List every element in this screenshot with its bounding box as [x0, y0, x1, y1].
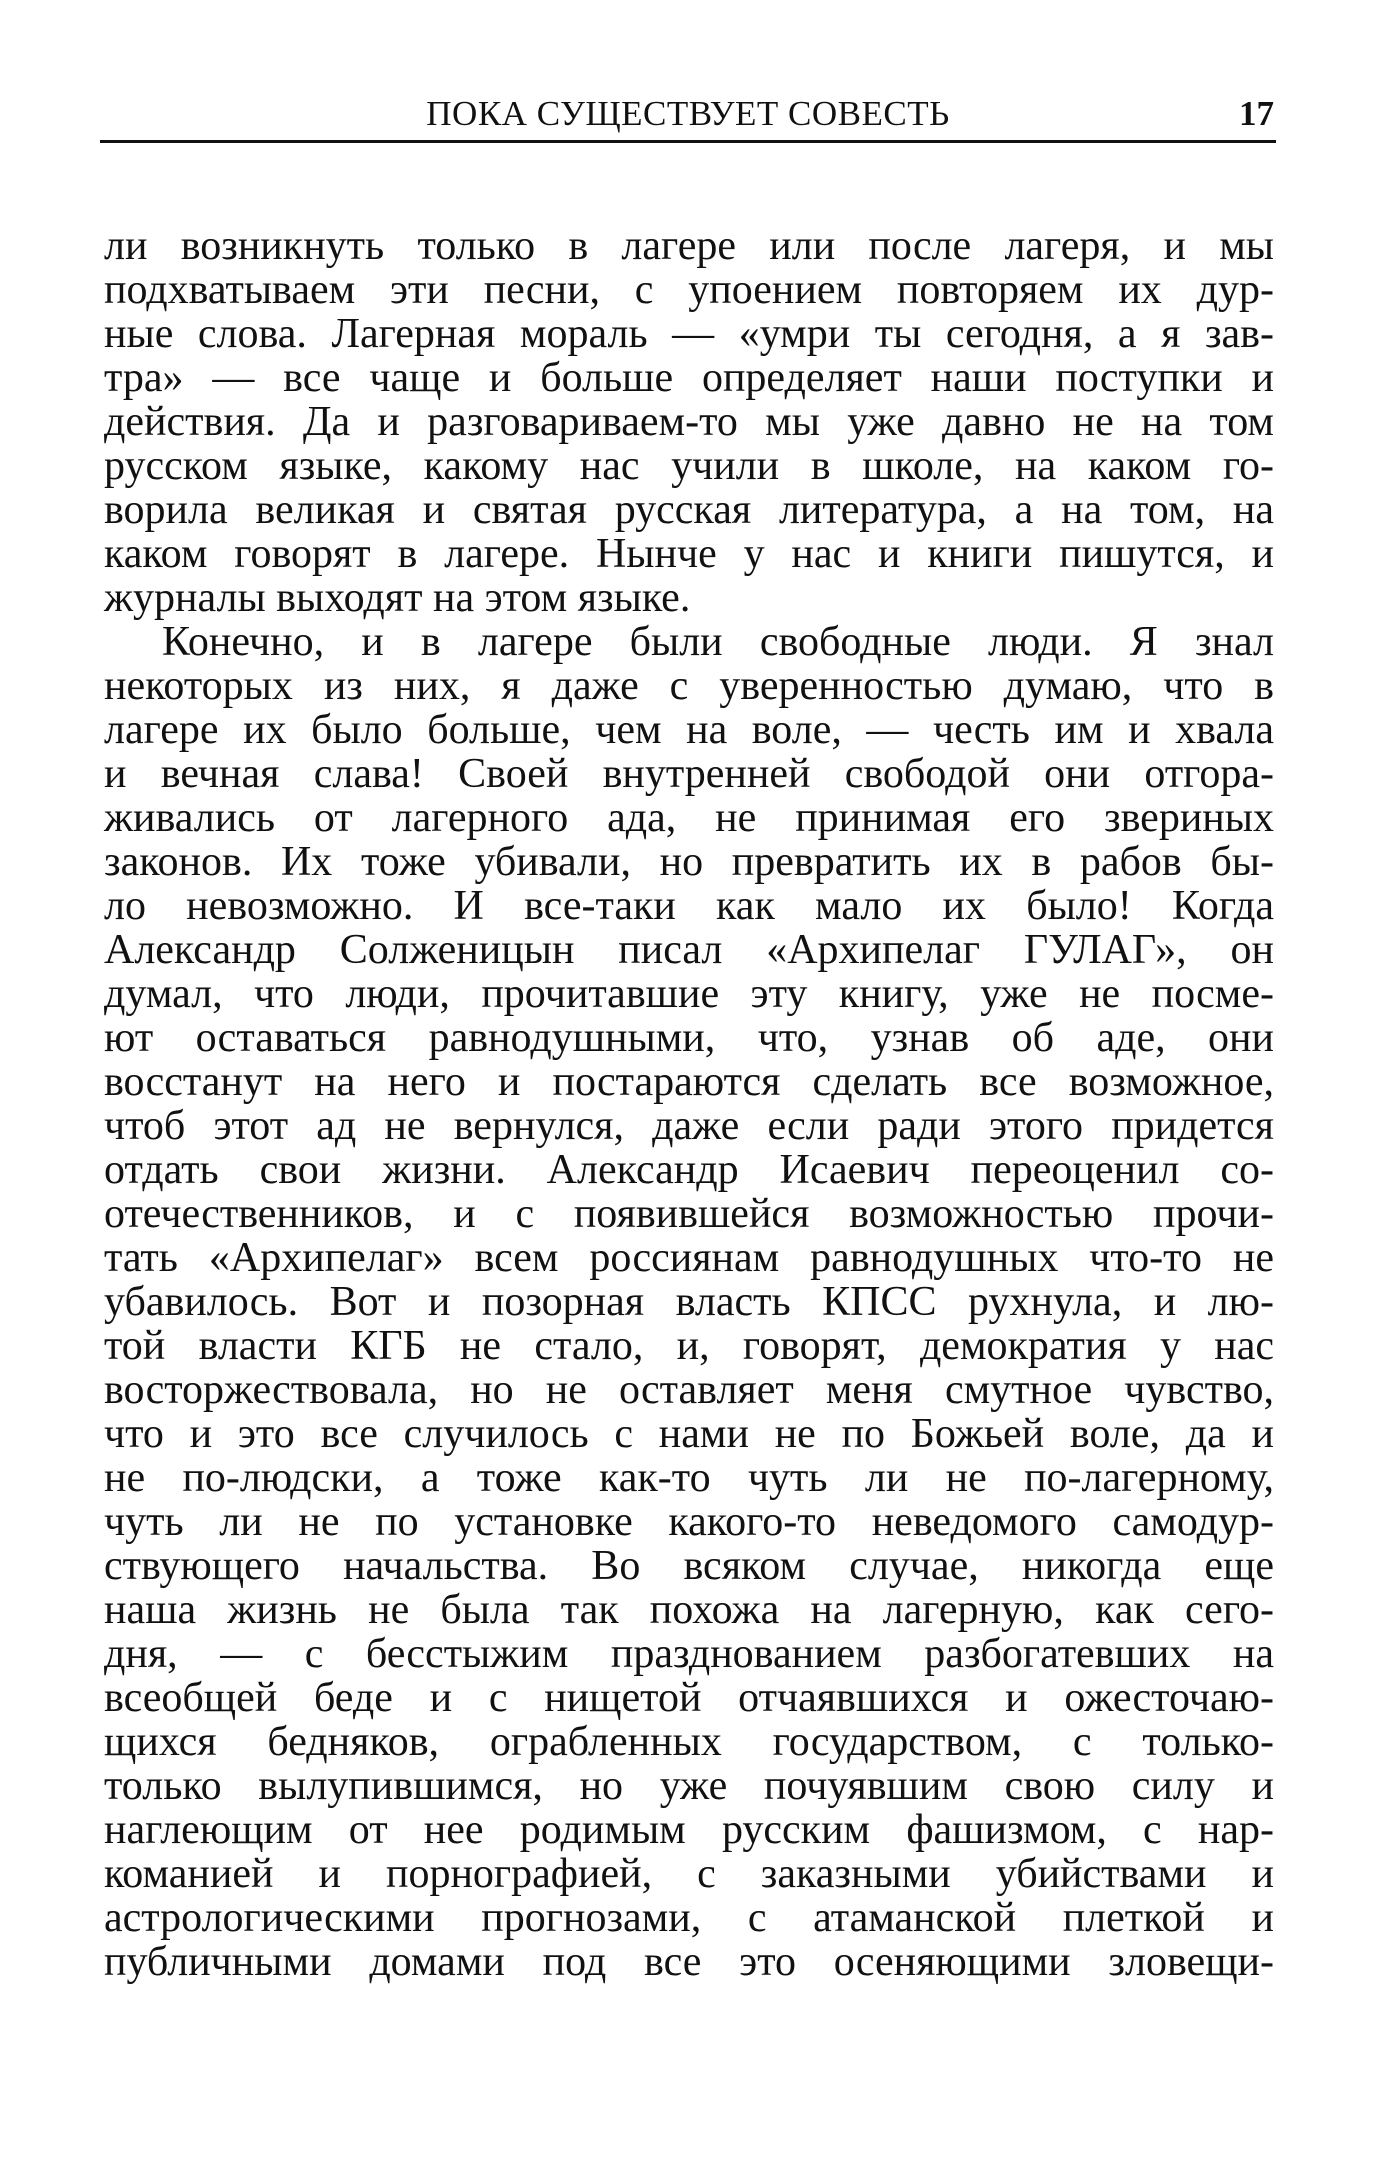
text-line: щихся бедняков, ограбленных государством, с только- [104, 1719, 1274, 1765]
text-line: наша жизнь не была так похожа на лагерную, как сего- [104, 1587, 1274, 1633]
text-line: команией и порнографией, с заказными убийствами и [104, 1851, 1274, 1897]
text-line: ли возникнуть только в лагере или после лагеря, и мы [104, 223, 1274, 269]
text-line: восстанут на него и постараются сделать все возможное, [104, 1059, 1274, 1105]
text-line: Александр Солженицын писал «Архипелаг ГУЛАГ», он [104, 927, 1274, 973]
paragraph-end-line: журналы выходят на этом языке. [104, 575, 691, 621]
text-line: живались от лагерного ада, не принимая его звериных [104, 795, 1274, 841]
text-line: всеобщей беде и с нищетой отчаявшихся и ожесточаю- [104, 1675, 1274, 1721]
text-line: ствующего начальства. Во всяком случае, никогда еще [104, 1543, 1274, 1589]
text-line: русском языке, какому нас учили в школе, на каком го- [104, 443, 1274, 489]
text-line: ло невозможно. И все-таки как мало их было! Когда [104, 883, 1274, 929]
text-line: отдать свои жизни. Александр Исаевич переоценил со- [104, 1147, 1274, 1193]
text-line: наглеющим от нее родимым русским фашизмом, с нар- [104, 1807, 1274, 1853]
text-line: отечественников, и с появившейся возможностью прочи- [104, 1191, 1274, 1237]
body-text [104, 224, 1274, 1984]
text-line: что и это все случилось с нами не по Божьей воле, да и [104, 1411, 1274, 1457]
text-line: законов. Их тоже убивали, но превратить их в рабов бы- [104, 839, 1274, 885]
text-line: дня, — с бесстыжим празднованием разбогатевших на [104, 1631, 1274, 1677]
text-line: тра» — все чаще и больше определяет наши поступки и [104, 355, 1274, 401]
text-line: чтоб этот ад не вернулся, даже если ради этого придется [104, 1103, 1274, 1149]
text-line: каком говорят в лагере. Нынче у нас и книги пишутся, и [104, 531, 1274, 577]
text-line: ют оставаться равнодушными, что, узнав об аде, они [104, 1015, 1274, 1061]
text-line: убавилось. Вот и позорная власть КПСС рухнула, и лю- [104, 1279, 1274, 1325]
text-line: публичными домами под все это осеняющими зловещи- [104, 1939, 1274, 1985]
paragraph-first-line: Конечно, и в лагере были свободные люди. Я знал [162, 619, 1274, 665]
text-line: восторжествовала, но не оставляет меня смутное чувство, [104, 1367, 1274, 1413]
text-line: ворила великая и святая русская литература, а на том, на [104, 487, 1274, 533]
text-line: только вылупившимся, но уже почуявшим свою силу и [104, 1763, 1274, 1809]
text-line: ные слова. Лагерная мораль — «умри ты сегодня, а я зав- [104, 311, 1274, 357]
text-line: чуть ли не по установке какого-то неведомого самодур- [104, 1499, 1274, 1545]
text-line: не по-людски, а тоже как-то чуть ли не по-лагерному, [104, 1455, 1274, 1501]
text-line: подхватываем эти песни, с упоением повторяем их дур- [104, 267, 1274, 313]
text-line: действия. Да и разговариваем-то мы уже давно не на том [104, 399, 1274, 445]
text-line: некоторых из них, я даже с уверенностью думаю, что в [104, 663, 1274, 709]
text-line: тать «Архипелаг» всем россиянам равнодушных что-то не [104, 1235, 1274, 1281]
text-line: астрологическими прогнозами, с атаманской плеткой и [104, 1895, 1274, 1941]
page-number: 17 [1239, 94, 1274, 133]
text-line: лагере их было больше, чем на воле, — честь им и хвала [104, 707, 1274, 753]
running-title: ПОКА СУЩЕСТВУЕТ СОВЕСТЬ [426, 94, 950, 133]
text-line: и вечная слава! Своей внутренней свободой они отгора- [104, 751, 1274, 797]
text-line: думал, что люди, прочитавшие эту книгу, уже не посме- [104, 971, 1274, 1017]
text-line: той власти КГБ не стало, и, говорят, демократия у нас [104, 1323, 1274, 1369]
running-head [100, 92, 1276, 143]
